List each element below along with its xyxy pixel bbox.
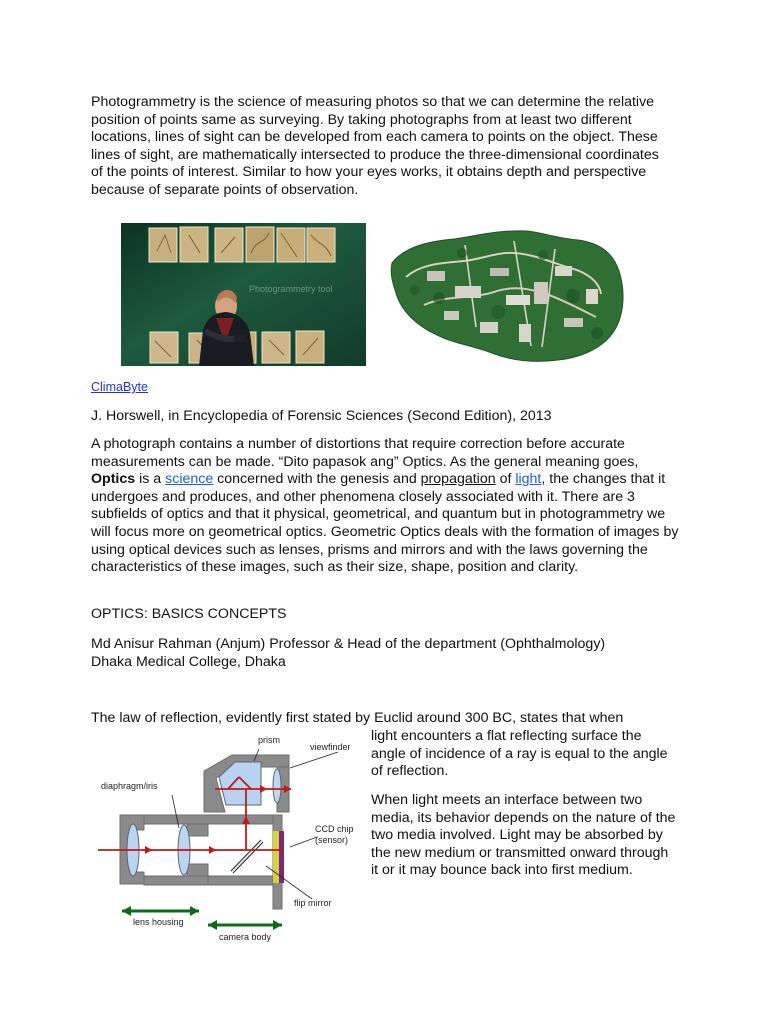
propagation-link[interactable]: propagation — [420, 471, 496, 488]
diagram-label-camera-body: camera body — [219, 932, 272, 942]
diagram-label-diaphragm: diaphragm/iris — [101, 781, 158, 791]
section-title: OPTICS: BASICS CONCEPTS — [91, 606, 287, 622]
optics-text-part-4: of — [495, 471, 516, 488]
diagram-label-viewfinder: viewfinder — [310, 742, 351, 752]
reflection-side-text: light encounters a flat reflecting surface the angle of incidence of a ray is equal to the angle of reflection. — [371, 728, 668, 780]
optics-bold-term: Optics — [91, 471, 136, 488]
diagram-label-ccd-1: CCD chip — [315, 824, 354, 834]
reflection-lead-text: The law of reflection, evidently first stated by Euclid around 300 BC, states that when — [91, 710, 624, 726]
aerial-map-image — [388, 223, 628, 366]
science-link[interactable]: science — [165, 471, 214, 488]
author-line-1: Md Anisur Rahman (Anjum) Professor & Head of the department (Ophthalmology) — [91, 636, 606, 652]
optics-text-part-1: A photograph contains a number of distortions that require correction before accurate measurements can be made. “Dito papasok ang” Optics. As the general meaning goes, — [91, 436, 639, 470]
lecture-photo-svg — [121, 223, 366, 366]
diagram-label-prism: prism — [258, 735, 280, 745]
citation-text: J. Horswell, in Encyclopedia of Forensic Sciences (Second Edition), 2013 — [91, 408, 552, 424]
optics-paragraph — [91, 436, 679, 577]
camera-diagram-svg — [95, 728, 363, 948]
diagram-label-flip-mirror: flip mirror — [294, 898, 332, 908]
camera-cross-section-diagram — [95, 728, 363, 948]
reflection-side-text-2: When light meets an interface between two media, its behavior depends on the nature of the two media involved. Light may be absorbed by the new medium or transmitted onward through it or it may bounce back into first medium. — [371, 792, 676, 879]
intro-paragraph: Photogrammetry is the science of measuring photos so that we can determine the relative position of points same as surveying. By taking photographs from at least two different locations, lines of sight can be developed from each camera to points on the object. These lines of sight, are mathematically intersected to produce the three-dimensional coordinates of the points of interest. Similar to how your eyes works, it obtains depth and perspective because of separate points of observation. — [91, 94, 659, 198]
photogrammetry-lecture-image — [121, 223, 366, 366]
aerial-map-svg — [388, 223, 628, 366]
optics-text-part-5: , the changes that it undergoes and produces, and other phenomena closely associated with it. There are 3 subfields of optics and that it physical, geometrical, and quantum but in photogrammetry we will focus more on geometrical optics. Geometric Optics deals with the formation of images by using optical devices such as lenses, prisms and mirrors and with the laws governing the characteristics of these images, such as their size, shape, position and clarity. — [91, 471, 679, 576]
author-block — [91, 636, 691, 671]
optics-text-part-2: is a — [135, 471, 166, 488]
diagram-label-lens-housing: lens housing — [133, 917, 184, 927]
source-link-climabyte[interactable]: ClimaByte — [91, 380, 148, 394]
light-link[interactable]: light — [515, 471, 542, 488]
optics-text-part-3: concerned with the genesis and — [213, 471, 421, 488]
board-text: Photogrammetry tool — [249, 284, 333, 294]
author-line-2: Dhaka Medical College, Dhaka — [91, 653, 286, 670]
diagram-label-ccd-2: (sensor) — [315, 835, 349, 845]
top-photo-frames — [149, 227, 335, 262]
